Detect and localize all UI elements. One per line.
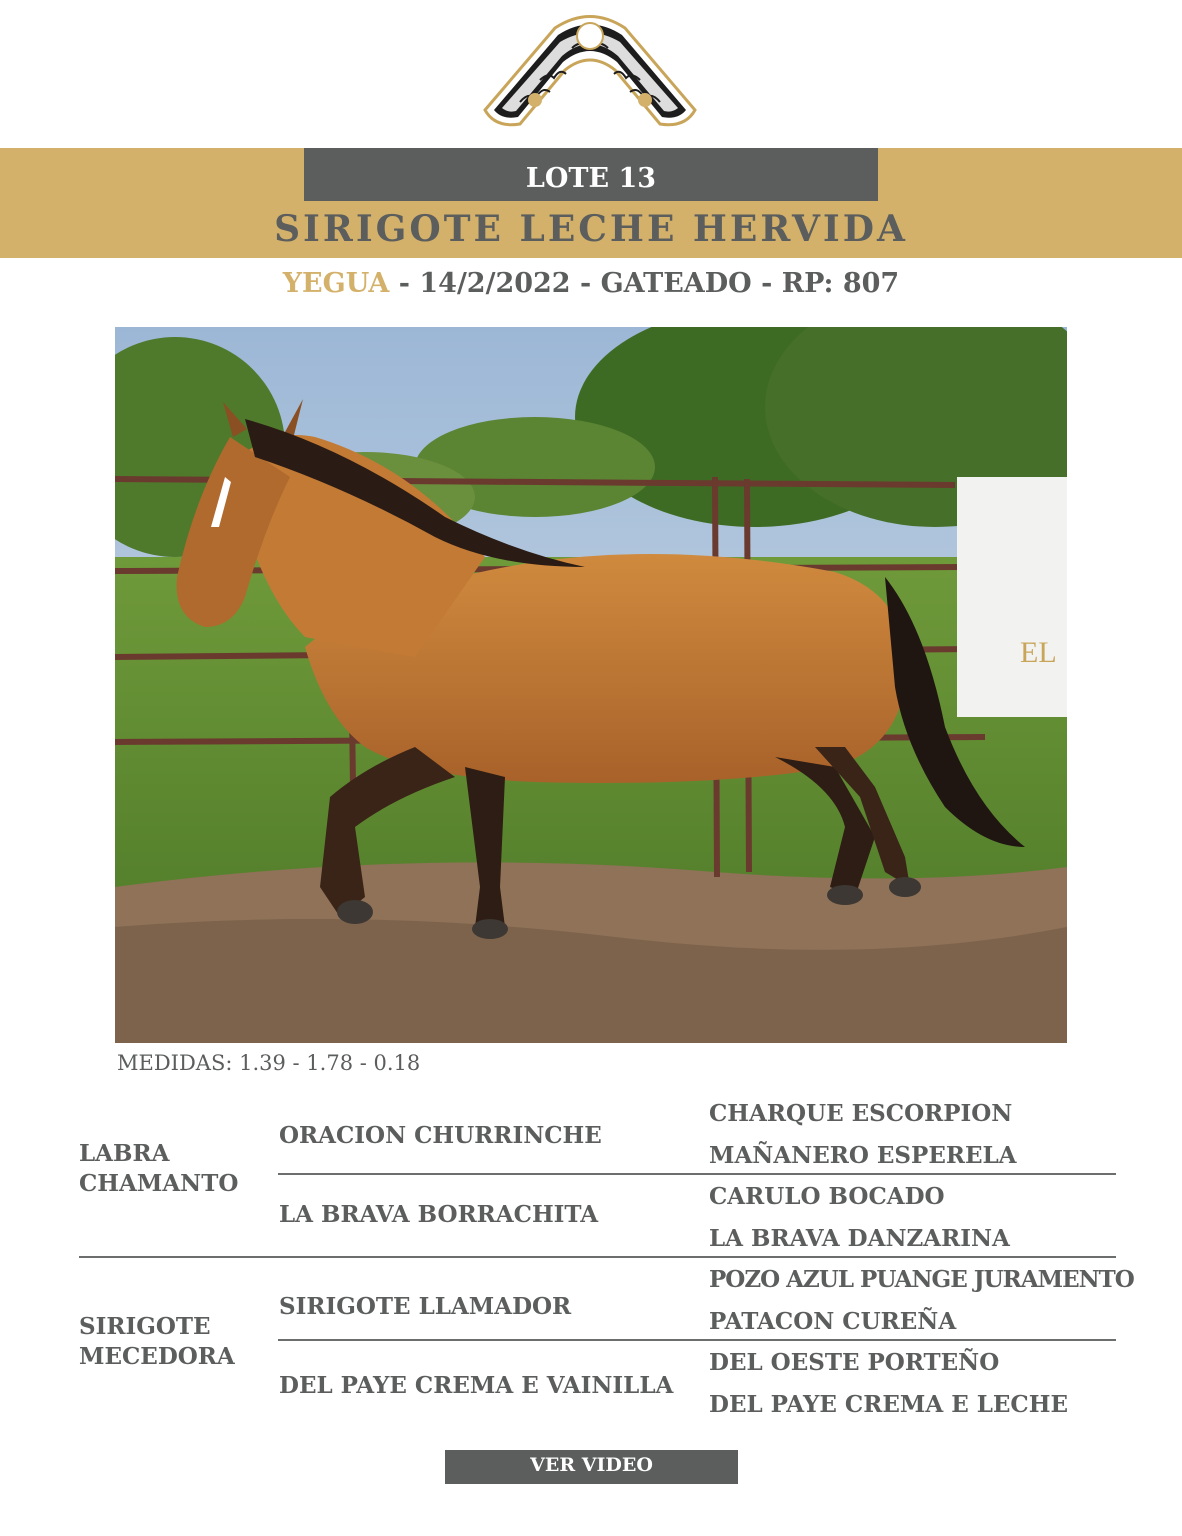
- measurements: MEDIDAS: 1.39 - 1.78 - 0.18: [117, 1051, 421, 1075]
- horse-details-rest: - 14/2/2022 - GATEADO - RP: 807: [389, 268, 900, 299]
- pedigree-divider: [79, 1256, 1116, 1258]
- dam-dam-dam: DEL PAYE CREMA E LECHE: [709, 1391, 1069, 1418]
- dam-sire-sire: POZO AZUL PUANGE JURAMENTO: [709, 1266, 1134, 1293]
- sire-sire-dam: MAÑANERO ESPERELA: [709, 1142, 1017, 1169]
- sire-sire-sire: CHARQUE ESCORPION: [709, 1100, 1013, 1127]
- horse-details: [0, 264, 1182, 304]
- horse-sex: YEGUA: [282, 268, 390, 299]
- pedigree-divider: [278, 1339, 1116, 1341]
- dam-dam: DEL PAYE CREMA E VAINILLA: [279, 1372, 674, 1399]
- sire-sire: ORACION CHURRINCHE: [279, 1122, 602, 1149]
- dam-dam-sire: DEL OESTE PORTEÑO: [709, 1349, 1000, 1376]
- lot-label: LOTE 13: [304, 148, 878, 201]
- sire-dam-dam: LA BRAVA DANZARINA: [709, 1225, 1010, 1252]
- horse-name: SIRIGOTE LECHE HERVIDA: [274, 208, 908, 250]
- banner-text: EL: [1020, 636, 1057, 669]
- horse-photo: [115, 327, 1067, 1043]
- brand-logo: [480, 10, 700, 130]
- sire-dam-sire: CARULO BOCADO: [709, 1183, 945, 1210]
- dam-name: SIRIGOTE MECEDORA: [79, 1313, 235, 1370]
- view-video-button[interactable]: VER VIDEO: [445, 1450, 738, 1484]
- pedigree-divider: [278, 1173, 1116, 1175]
- sire-name: LABRA CHAMANTO: [79, 1140, 239, 1197]
- dam-sire: SIRIGOTE LLAMADOR: [279, 1293, 572, 1320]
- dam-sire-dam: PATACON CUREÑA: [709, 1308, 957, 1335]
- sire-dam: LA BRAVA BORRACHITA: [279, 1201, 599, 1228]
